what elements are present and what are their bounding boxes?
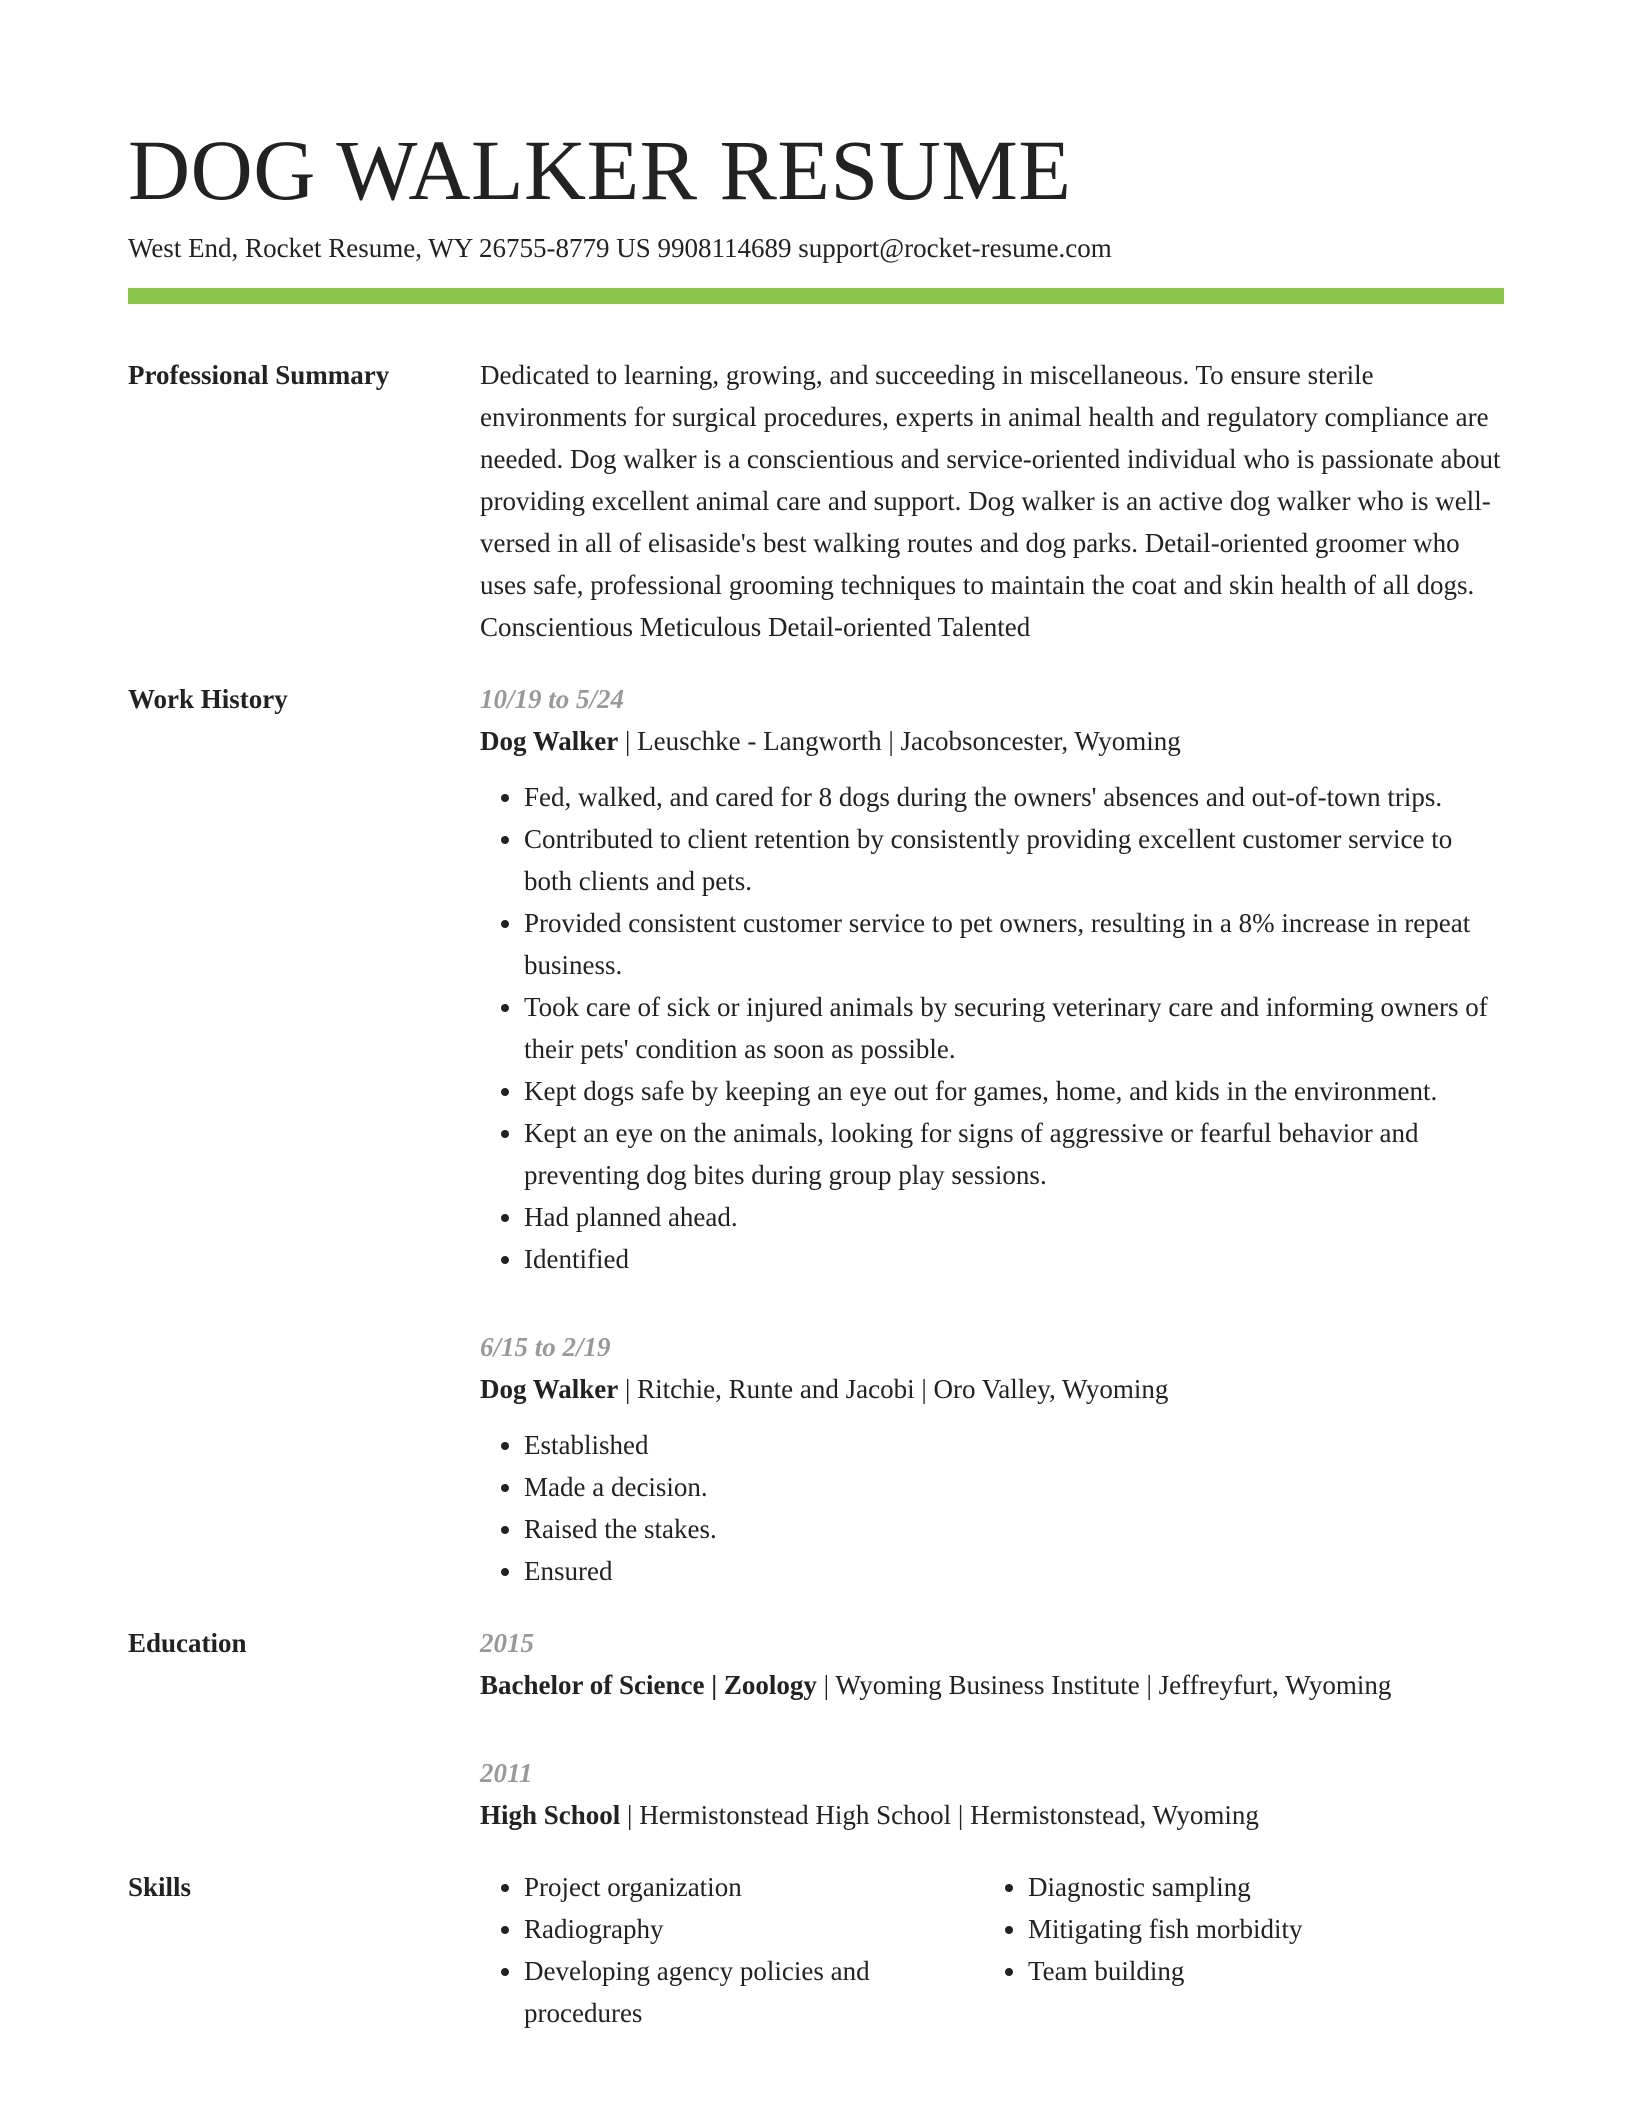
job-entry: [480, 678, 1504, 1280]
job-bullet: • Established: [524, 1424, 1504, 1466]
section-title-summary: Professional Summary: [128, 360, 390, 390]
skill-item: • Mitigating fish morbidity: [1028, 1908, 1488, 1950]
job-bullet-list: [480, 776, 1504, 1280]
resume-title: DOG WALKER RESUME: [128, 122, 1072, 218]
job-bullet: • Had planned ahead.: [524, 1196, 1504, 1238]
job-bullet: • Raised the stakes.: [524, 1508, 1504, 1550]
job-bullet: • Made a decision.: [524, 1466, 1504, 1508]
job-bullet: • Contributed to client retention by consistently providing excellent customer service to both clients and pets.: [524, 818, 1504, 902]
education-heading: [480, 1664, 1504, 1706]
skills-columns: [480, 1866, 1504, 2034]
job-bullet: • Kept an eye on the animals, looking for signs of aggressive or fearful behavior and preventing dog bites during group play sessions.: [524, 1112, 1504, 1196]
summary-section: [128, 354, 1504, 648]
education-details: | Wyoming Business Institute | Jeffreyfurt, Wyoming: [816, 1670, 1392, 1700]
section-title-skills: Skills: [128, 1872, 192, 1902]
job-role: Dog Walker: [480, 726, 619, 756]
job-bullet: • Identified: [524, 1238, 1504, 1280]
skill-item: • Radiography: [524, 1908, 984, 1950]
skill-item: • Diagnostic sampling: [1028, 1866, 1488, 1908]
job-bullet: • Fed, walked, and cared for 8 dogs during the owners' absences and out-of-town trips.: [524, 776, 1504, 818]
job-bullet: • Kept dogs safe by keeping an eye out for games, home, and kids in the environment.: [524, 1070, 1504, 1112]
work-history-section: [128, 678, 1504, 1592]
job-bullet: • Provided consistent customer service to pet owners, resulting in a 8% increase in repeat business.: [524, 902, 1504, 986]
job-dates: 6/15 to 2/19: [480, 1332, 611, 1362]
header-divider: [128, 288, 1504, 304]
education-degree: Bachelor of Science | Zoology: [480, 1670, 817, 1700]
skills-list-left: [480, 1866, 984, 2034]
section-title-work-history: Work History: [128, 684, 288, 714]
skill-item: • Team building: [1028, 1950, 1488, 1992]
skills-section: [128, 1866, 1504, 2034]
skill-item: • Project organization: [524, 1866, 984, 1908]
job-entry: [480, 1326, 1504, 1592]
education-degree: High School: [480, 1800, 621, 1830]
education-year: 2015: [480, 1628, 534, 1658]
education-section: [128, 1622, 1504, 1836]
education-year: 2011: [480, 1758, 533, 1788]
skills-list-right: [984, 1866, 1488, 2034]
job-bullet: • Took care of sick or injured animals by securing veterinary care and informing owners of their pets' condition as soon as possible.: [524, 986, 1504, 1070]
job-heading: [480, 720, 1504, 762]
education-entry: [480, 1752, 1504, 1836]
summary-text: Dedicated to learning, growing, and succeeding in miscellaneous. To ensure sterile environments for surgical procedures, experts in animal health and regulatory compliance are needed. Dog walker is a conscientious and service-oriented individual who is passionate about providing excellent animal care and support. Dog walker is an active dog walker who is well-versed in all of elisaside's best walking routes and dog parks. Detail-oriented groomer who uses safe, professional grooming techniques to maintain the coat and skin health of all dogs. Conscientious Meticulous Detail-oriented Talented: [480, 360, 1501, 642]
education-heading: [480, 1794, 1504, 1836]
skill-item: • Developing agency policies and procedures: [524, 1950, 984, 2034]
section-title-education: Education: [128, 1628, 247, 1658]
job-details: | Ritchie, Runte and Jacobi | Oro Valley, Wyoming: [618, 1374, 1169, 1404]
education-details: | Hermistonstead High School | Hermistonstead, Wyoming: [620, 1800, 1259, 1830]
job-bullet-list: [480, 1424, 1504, 1592]
contact-line: West End, Rocket Resume, WY 26755-8779 US 9908114689 support@rocket-resume.com: [128, 233, 1112, 263]
job-dates: 10/19 to 5/24: [480, 684, 625, 714]
education-entry: [480, 1622, 1504, 1706]
job-details: | Leuschke - Langworth | Jacobsoncester, Wyoming: [618, 726, 1181, 756]
job-role: Dog Walker: [480, 1374, 619, 1404]
job-bullet: • Ensured: [524, 1550, 1504, 1592]
resume-page: [128, 120, 1504, 2034]
job-heading: [480, 1368, 1504, 1410]
